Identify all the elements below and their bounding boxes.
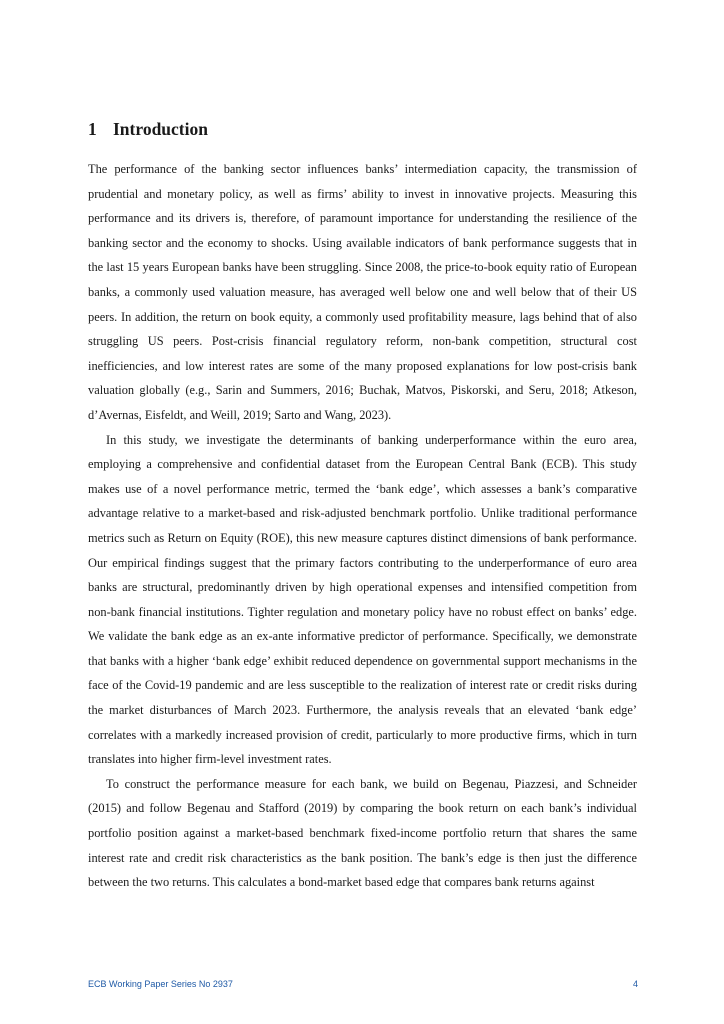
footer-page-number: 4 (632, 979, 638, 989)
section-number: 1 (88, 119, 97, 139)
footer-series-label: ECB Working Paper Series No 2937 (88, 979, 233, 989)
page-footer (88, 979, 638, 995)
paragraph-2: In this study, we investigate the determinants of banking underperformance within the euro area, employing a comprehensive and confidential dataset from the European Central Bank (ECB). This study makes use of a novel performance metric, termed the ‘bank edge’, which assesses a bank’s comparative advantage relative to a market-based and risk-adjusted benchmark portfolio. Unlike traditional performance metrics such as Return on Equity (ROE), this new measure captures distinct dimensions of bank performance. Our empirical findings suggest that the primary factors contributing to the underperformance of euro area banks are structural, predominantly driven by high operational expenses and intensified competition from non-bank financial institutions. Tighter regulation and monetary policy have no robust effect on banks’ edge. We validate the bank edge as an ex-ante informative predictor of performance. Specifically, we demonstrate that banks with a higher ‘bank edge’ exhibit reduced dependence on governmental support mechanisms in the face of the Covid-19 pandemic and are less susceptible to the realization of interest rate or credit risks during the market disturbances of March 2023. Furthermore, the analysis reveals that an elevated ‘bank edge’ correlates with a markedly increased provision of credit, particularly to more productive firms, which in turn translates into higher firm-level investment rates. (88, 432, 637, 767)
section-heading (88, 118, 208, 140)
body-text (88, 157, 637, 895)
paragraph-3: To construct the performance measure for each bank, we build on Begenau, Piazzesi, and Schneider (2015) and follow Begenau and Stafford (2019) by comparing the book return on each bank’s individual portfolio position against a market-based benchmark fixed-income portfolio return that shares the same interest rate and credit risk characteristics as the bank position. The bank’s edge is then just the difference between the two returns. This calculates a bond-market based edge that compares bank returns against (88, 776, 637, 890)
section-title: Introduction (113, 119, 208, 139)
paragraph-1: The performance of the banking sector influences banks’ intermediation capacity, the transmission of prudential and monetary policy, as well as firms’ ability to invest in innovative projects. Measuring this performance and its drivers is, therefore, of paramount importance for understanding the resilience of the banking sector and the economy to shocks. Using available indicators of bank performance suggests that in the last 15 years European banks have been struggling. Since 2008, the price-to-book equity ratio of European banks, a commonly used valuation measure, has averaged well below one and well below that of their US peers. In addition, the return on book equity, a commonly used profitability measure, lags behind that of also struggling US peers. Post-crisis financial regulatory reform, non-bank competition, structural cost inefficiencies, and low interest rates are some of the many proposed explanations for low post-crisis bank valuation globally (e.g., Sarin and Summers, 2016; Buchak, Matvos, Piskorski, and Seru, 2018; Atkeson, d’Avernas, Eisfeldt, and Weill, 2019; Sarto and Wang, 2023). (88, 162, 637, 422)
